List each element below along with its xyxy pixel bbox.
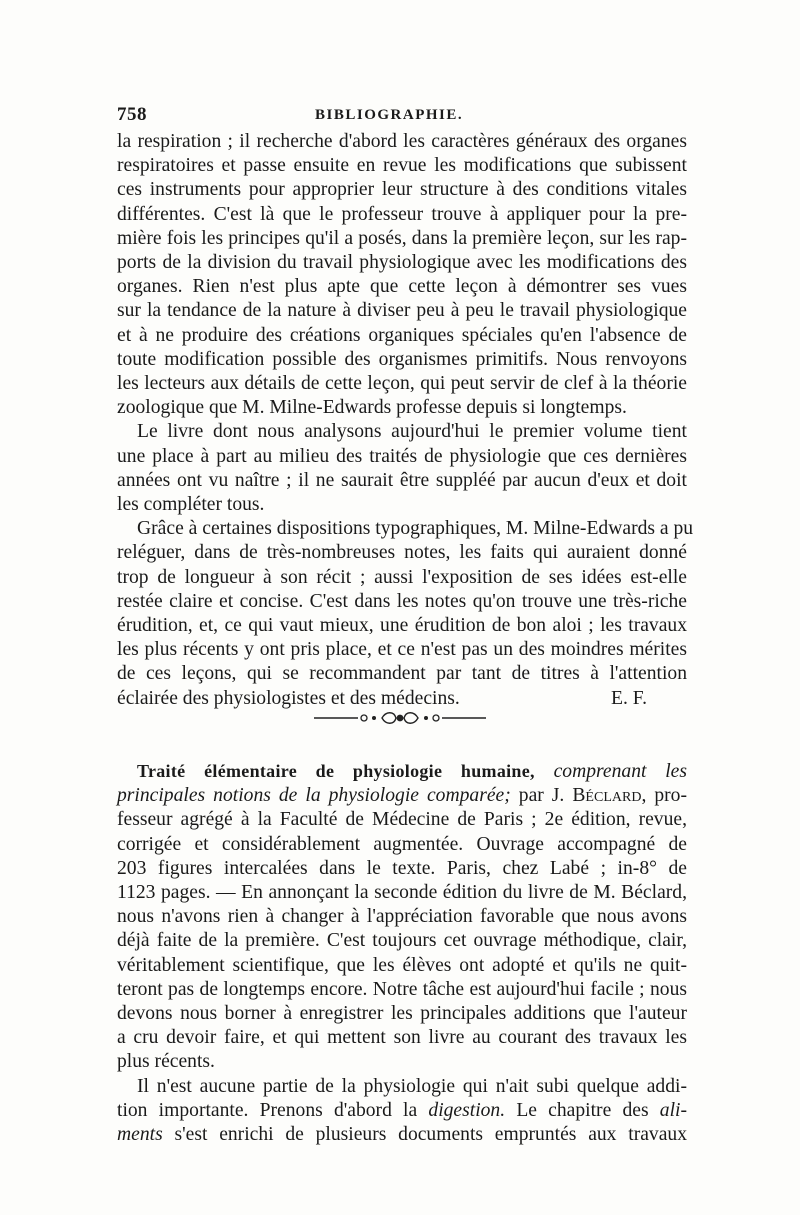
text-line: reléguer, dans de très-nombreuses notes, les faits qui auraient donné	[117, 542, 687, 564]
signature: E. F.	[611, 687, 647, 709]
text-line: éclairée des physiologistes et des médecins.	[117, 687, 460, 709]
text-line: a cru devoir faire, et qui mettent son livre au courant des travaux les	[117, 1027, 687, 1049]
text-line: zoologique que M. Milne-Edwards professe depuis si longtemps.	[117, 397, 627, 419]
text-line: années ont vu naître ; il ne saurait être suppléé par aucun d'eux et doit	[117, 469, 687, 491]
book-title: Traité élémentaire de physiologie humaine,	[137, 761, 535, 781]
text-line: organes. Rien n'est plus apte que cette leçon à démontrer ses vues	[117, 276, 687, 298]
text-span: Le chapitre des	[516, 1099, 649, 1121]
text-line: différentes. C'est là que le professeur trouve à appliquer pour la pre-	[117, 203, 687, 225]
author-prefix: par J.	[518, 785, 565, 807]
text-span: tion importante. Prenons d'abord la	[117, 1099, 418, 1121]
text-line: teront pas de longtemps encore. Notre tâche est aujourd'hui facile ; nous	[117, 978, 687, 1000]
section-divider-ornament	[310, 709, 490, 727]
text-line: Le livre dont nous analysons aujourd'hui le premier volume tient	[137, 421, 687, 443]
text-line: Grâce à certaines dispositions typographiques, M. Milne-Edwards a pu	[137, 518, 694, 540]
text-line: les plus récents y ont pris place, et ce n'est pas un des moindres mérites	[117, 639, 687, 661]
text-line: ces instruments pour approprier leur structure à des conditions vitales	[117, 179, 687, 201]
text-line: véritablement scientifique, que les élèves ont adopté et qu'ils ne quit-	[117, 954, 687, 976]
page-header	[117, 104, 687, 130]
text-line	[117, 1123, 687, 1147]
closing-line	[117, 687, 687, 711]
text-line: Il n'est aucune partie de la physiologie qui n'ait subi quelque addi-	[137, 1075, 687, 1097]
text-line: et à ne produire des créations organiques spéciales qu'en l'absence de	[117, 324, 687, 346]
text-span-italic: ali-	[659, 1099, 687, 1121]
text-line: la respiration ; il recherche d'abord les caractères généraux des organes	[117, 131, 687, 152]
line-suffix: , pro-	[641, 785, 687, 807]
text-line: fesseur agrégé à la Faculté de Médecine de Paris ; 2e édition, revue,	[117, 809, 687, 831]
text-span-italic: ments	[117, 1124, 163, 1146]
text-line: 1123 pages. — En annonçant la seconde édition du livre de M. Béclard,	[117, 882, 687, 904]
text-line	[117, 759, 687, 784]
text-line: de ces leçons, qui se recommandent par tant de titres à l'attention	[117, 663, 687, 685]
text-line: une place à part au milieu des traités de physiologie que ces dernières	[117, 445, 687, 467]
book-subtitle: principales notions de la physiologie comparée;	[117, 785, 511, 807]
running-title: BIBLIOGRAPHIE.	[315, 107, 464, 123]
text-line: plus récents.	[117, 1051, 215, 1073]
text-line: les lecteurs aux détails de cette leçon, qui peut servir de clef à la théorie	[117, 373, 687, 395]
text-line: devons nous borner à enregistrer les principales additions que l'auteur	[117, 1003, 687, 1025]
text-line: nous n'avons rien à changer à l'appréciation favorable que nous avons	[117, 906, 687, 928]
text-line: trop de longueur à son récit ; aussi l'exposition de ses idées est-elle	[117, 566, 687, 588]
text-line: 203 figures intercalées dans le texte. Paris, chez Labé ; in-8° de	[117, 857, 687, 879]
text-line: sur la tendance de la nature à diviser peu à peu le travail physiologique	[117, 300, 687, 322]
text-line: ports de la division du travail physiologique avec les modifications des	[117, 252, 687, 274]
text-line: toute modification possible des organismes primitifs. Nous renvoyons	[117, 348, 687, 370]
text-line: érudition, et, ce qui vaut mieux, une érudition de bon aloi ; les travaux	[117, 615, 687, 637]
text-line: restée claire et concise. C'est dans les notes qu'on trouve une très-riche	[117, 590, 687, 612]
text-span: s'est enrichi de plusieurs documents empruntés aux travaux	[174, 1124, 688, 1146]
review-beclard	[117, 759, 687, 1147]
review-continuation	[117, 130, 694, 711]
text-span-italic: digestion.	[428, 1099, 506, 1121]
text-line	[117, 1099, 687, 1123]
book-subtitle: comprenant les	[553, 761, 687, 782]
page-number: 758	[117, 104, 147, 125]
text-line: déjà faite de la première. C'est toujours cet ouvrage méthodique, clair,	[117, 930, 687, 952]
text-line: mière fois les principes qu'il a posés, dans la première leçon, sur les rap-	[117, 227, 687, 249]
text-line: respiratoires et passe ensuite en revue les modifications que subissent	[117, 155, 687, 177]
text-line: corrigée et considérablement augmentée. Ouvrage accompagné de	[117, 833, 687, 855]
text-line	[117, 784, 687, 808]
author-name: Béclard	[572, 785, 642, 807]
text-line: les compléter tous.	[117, 494, 265, 516]
